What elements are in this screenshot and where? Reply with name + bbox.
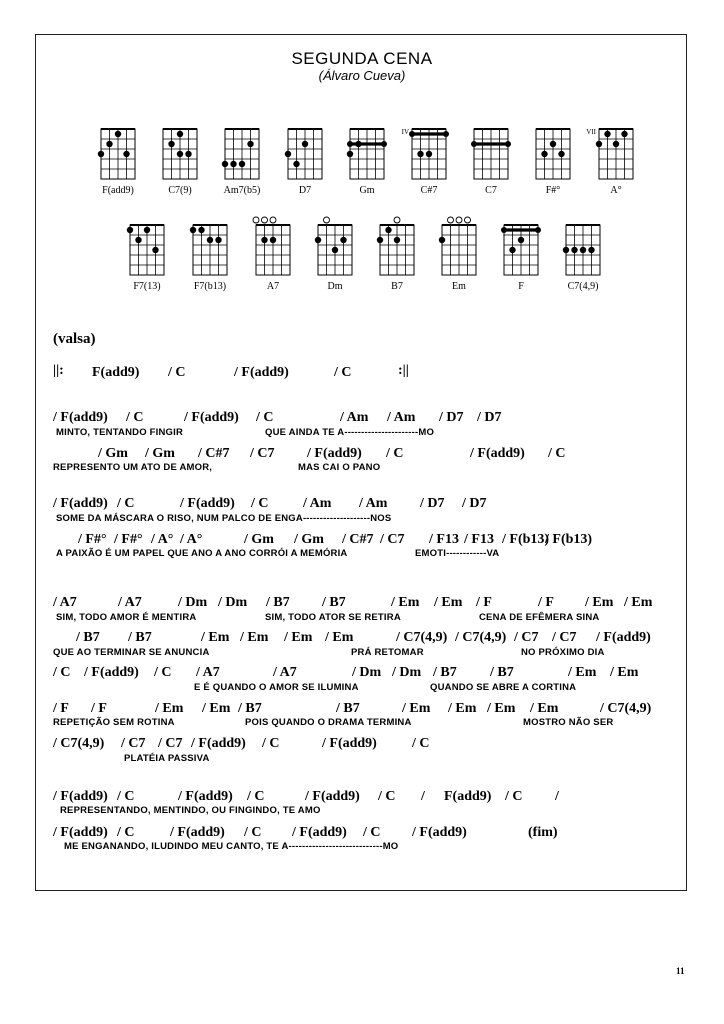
intro-chord: / C — [168, 365, 186, 380]
chord-symbol: / B7 — [266, 595, 290, 610]
finger-dot — [127, 227, 133, 233]
lyric-segment: QUE AINDA TE A----------------------MO — [265, 427, 435, 438]
finger-dot — [247, 141, 253, 147]
finger-dot — [144, 227, 150, 233]
chord-symbol: / Gm — [244, 532, 274, 547]
chord-symbol: / Em — [530, 701, 559, 716]
style-label: (valsa) — [53, 331, 96, 347]
chord-diagram-label: C7 — [485, 185, 497, 196]
finger-dot — [426, 151, 432, 157]
lyric-segment: NO PRÓXIMO DIA — [521, 647, 605, 658]
chord-symbol: / F#° — [78, 532, 107, 547]
chord-symbol: / Em — [568, 665, 597, 680]
lyric-segment: PLATÉIA PASSIVA — [124, 753, 210, 764]
fret-position-label: VII — [586, 128, 596, 136]
chord-symbol: / F(add9) — [178, 789, 233, 804]
finger-dot — [168, 141, 174, 147]
chord-symbol: / C — [412, 736, 430, 751]
finger-dot — [613, 141, 619, 147]
chord-symbol: / F#° — [114, 532, 143, 547]
chord-symbol: / F(add9) — [53, 789, 108, 804]
finger-dot — [563, 247, 569, 253]
lyric-segment: MINTO, TENTANDO FINGIR — [56, 427, 184, 438]
chord-symbol: / — [421, 789, 425, 804]
open-string-mark — [253, 217, 259, 223]
lyric-segment: POIS QUANDO O DRAMA TERMINA — [245, 717, 412, 728]
finger-dot — [270, 237, 276, 243]
chord-symbol: / C — [244, 825, 262, 840]
page-number: 11 — [676, 966, 685, 976]
chord-diagram — [98, 129, 135, 196]
chord-symbol: / Gm — [98, 446, 128, 461]
chord-symbol: / F — [91, 701, 107, 716]
chord-symbol: / F — [53, 701, 69, 716]
chord-symbol: / Am — [340, 410, 369, 425]
chord-diagram — [377, 217, 414, 292]
lyric-segment: EMOTI------------VA — [415, 548, 500, 559]
finger-dot — [355, 141, 361, 147]
chord-symbol: / Gm — [294, 532, 324, 547]
lyric-segment: QUE AO TERMINAR SE ANUNCIA — [53, 647, 210, 658]
chord-symbol: / C7(4,9) — [600, 701, 652, 716]
lyric-segment: SIM, TODO AMOR É MENTIRA — [56, 612, 197, 623]
lyric-segment: MAS CAI O PANO — [298, 462, 381, 473]
chord-diagram-label: Em — [452, 281, 466, 292]
chord-symbol: / Em — [585, 595, 614, 610]
finger-dot — [152, 247, 158, 253]
finger-dot — [621, 131, 627, 137]
finger-dot — [207, 237, 213, 243]
chord-symbol: / F(add9) — [53, 410, 108, 425]
chord-diagram — [347, 129, 387, 196]
finger-dot — [588, 247, 594, 253]
chord-symbol: / Gm — [145, 446, 175, 461]
finger-dot — [580, 247, 586, 253]
chord-symbol: / F(add9) — [53, 496, 108, 511]
chord-symbol: / Am — [359, 496, 388, 511]
lyric-segment: A PAIXÃO É UM PAPEL QUE ANO A ANO CORRÓI A MEMÓRIA — [56, 548, 348, 559]
chord-diagram — [402, 128, 449, 196]
chord-symbol: / A7 — [273, 665, 297, 680]
chord-symbol: / C — [251, 496, 269, 511]
chord-diagram — [285, 129, 322, 196]
song-title: SEGUNDA CENA — [291, 49, 433, 68]
chord-symbol: / Dm — [392, 665, 422, 680]
finger-dot — [377, 237, 383, 243]
chord-symbol: / Em — [325, 630, 354, 645]
finger-dot — [239, 161, 245, 167]
chord-symbol: / B7 — [322, 595, 346, 610]
chord-symbol: / D7 — [462, 496, 487, 511]
chord-diagram-label: Dm — [327, 281, 343, 292]
chord-symbol: / B7 — [76, 630, 100, 645]
chord-symbol: / C#7 — [342, 532, 374, 547]
open-string-mark — [270, 217, 276, 223]
chord-symbol: / F(add9) — [191, 736, 246, 751]
chord-diagram — [253, 217, 290, 292]
intro-chord: / C — [334, 365, 352, 380]
chord-symbol: / C — [256, 410, 274, 425]
finger-dot — [550, 141, 556, 147]
lyric-segment: MOSTRO NÃO SER — [523, 717, 614, 728]
intro-chord: ||: — [53, 363, 64, 378]
chord-diagram — [222, 129, 261, 196]
chord-symbol: / F(add9) — [470, 446, 525, 461]
chord-symbol: / Em — [448, 701, 477, 716]
chord-symbol: / Em — [240, 630, 269, 645]
open-string-mark — [394, 217, 400, 223]
chord-diagram-label: C#7 — [420, 185, 438, 196]
chord-symbol: / Em — [202, 701, 231, 716]
chord-diagram — [190, 225, 227, 292]
finger-dot — [604, 131, 610, 137]
chord-symbol: / F(b13) — [502, 532, 550, 547]
chord-symbol: / F13 — [429, 532, 459, 547]
chord-symbol: / C7 — [552, 630, 577, 645]
chord-symbol: / C7 — [158, 736, 183, 751]
chord-symbol: / B7 — [128, 630, 152, 645]
chord-symbol: / Dm — [178, 595, 208, 610]
fret-position-label: IV — [401, 128, 409, 136]
chord-symbol: / Dm — [352, 665, 382, 680]
chord-diagram-label: F7(13) — [133, 281, 161, 292]
chord-symbol: / A° — [180, 532, 203, 547]
chord-symbol: / F(add9) — [292, 825, 347, 840]
finger-dot — [198, 227, 204, 233]
chord-diagram — [501, 225, 541, 292]
chord-symbol: / C — [53, 665, 71, 680]
finger-dot — [417, 151, 423, 157]
finger-dot — [347, 151, 353, 157]
chord-symbol: / Em — [434, 595, 463, 610]
chord-diagram — [563, 225, 600, 292]
chord-symbol: / A7 — [196, 665, 220, 680]
chord-diagram-label: A7 — [266, 281, 280, 292]
chord-symbol: / F(add9) — [412, 825, 467, 840]
finger-dot — [106, 141, 112, 147]
chord-symbol: / C — [117, 825, 135, 840]
chord-symbol: / C7(4,9) — [455, 630, 507, 645]
finger-dot — [340, 237, 346, 243]
chord-symbol: / C7 — [514, 630, 539, 645]
chord-symbol: / C — [363, 825, 381, 840]
chord-diagram-label: A° — [610, 185, 622, 196]
finger-dot — [261, 237, 267, 243]
chord-symbol: / Em — [624, 595, 653, 610]
chord-diagram-label: D7 — [298, 185, 312, 196]
chord-symbol: / C — [505, 789, 523, 804]
chord-symbol: / Em — [487, 701, 516, 716]
intro-chord: F(add9) — [92, 365, 140, 380]
chord-symbol: / F(add9) — [596, 630, 651, 645]
chord-symbol: / C — [378, 789, 396, 804]
finger-dot — [222, 161, 228, 167]
chord-diagram — [471, 129, 511, 196]
finger-dot — [315, 237, 321, 243]
chord-symbol: / A° — [151, 532, 174, 547]
finger-dot — [285, 151, 291, 157]
chord-symbol: / C — [386, 446, 404, 461]
lyric-segment: SOME DA MÁSCARA O RISO, NUM PALCO DE ENGA--------------------NOS — [56, 513, 392, 524]
open-string-mark — [262, 217, 268, 223]
chord-diagram — [315, 217, 352, 292]
chord-symbol: / F(add9) — [322, 736, 377, 751]
finger-dot — [558, 151, 564, 157]
chord-symbol: / Em — [402, 701, 431, 716]
chord-symbol: / A7 — [53, 595, 77, 610]
chord-symbol: / C — [247, 789, 265, 804]
chord-symbol: / B7 — [433, 665, 457, 680]
lyric-segment: SIM, TODO ATOR SE RETIRA — [265, 612, 401, 623]
chord-symbol: / Em — [201, 630, 230, 645]
chord-diagrams — [0, 0, 724, 320]
chord-diagram-label: B7 — [391, 281, 403, 292]
chord-symbol: / F(add9) — [84, 665, 139, 680]
chord-diagram-label: C7(4,9) — [567, 281, 599, 292]
finger-dot — [293, 161, 299, 167]
chord-symbol: / C7(4,9) — [53, 736, 105, 751]
chord-symbol: / C — [117, 789, 135, 804]
finger-dot — [541, 151, 547, 157]
chord-symbol: / Em — [391, 595, 420, 610]
finger-dot — [215, 237, 221, 243]
chord-symbol: / D7 — [439, 410, 464, 425]
chord-symbol: / A7 — [118, 595, 142, 610]
chord-diagram — [127, 225, 164, 292]
open-string-mark — [324, 217, 330, 223]
chord-symbol: / Dm — [218, 595, 248, 610]
chord-symbol: / C — [548, 446, 566, 461]
chord-symbol: / F(b13) — [545, 532, 593, 547]
finger-dot — [596, 141, 602, 147]
chord-symbol: / D7 — [420, 496, 445, 511]
intro-chord: :|| — [398, 363, 409, 378]
finger-dot — [123, 151, 129, 157]
chord-symbol: / C7 — [380, 532, 405, 547]
lyric-segment: ME ENGANANDO, ILUDINDO MEU CANTO, TE A----------------------------MO — [64, 841, 399, 852]
chord-symbol: / F — [538, 595, 554, 610]
chord-symbol: / Em — [610, 665, 639, 680]
chord-diagram — [586, 128, 633, 196]
lyric-segment: REPETIÇÃO SEM ROTINA — [53, 717, 175, 728]
chord-diagram — [439, 217, 476, 292]
chord-symbol: / — [555, 789, 559, 804]
chord-symbol: / C — [154, 665, 172, 680]
finger-dot — [115, 131, 121, 137]
chord-symbol: / Em — [284, 630, 313, 645]
finger-dot — [177, 131, 183, 137]
chord-symbol: / Am — [303, 496, 332, 511]
chord-symbol: / C — [126, 410, 144, 425]
finger-dot — [509, 247, 515, 253]
chord-diagram-label: Am7(b5) — [223, 185, 261, 196]
chord-symbol: / C7 — [250, 446, 275, 461]
finger-dot — [185, 151, 191, 157]
finger-dot — [571, 247, 577, 253]
chord-symbol: / B7 — [238, 701, 262, 716]
lyric-segment: PRÁ RETOMAR — [351, 647, 424, 658]
finger-dot — [439, 237, 445, 243]
open-string-mark — [465, 217, 471, 223]
chord-diagram — [536, 129, 570, 196]
finger-dot — [230, 161, 236, 167]
finger-dot — [98, 151, 104, 157]
chord-diagram-label: F — [518, 281, 524, 292]
lyric-segment: E É QUANDO O AMOR SE ILUMINA — [194, 682, 359, 693]
chord-diagram-label: C7(9) — [168, 185, 192, 196]
chord-symbol: / C — [262, 736, 280, 751]
finger-dot — [190, 227, 196, 233]
finger-dot — [135, 237, 141, 243]
finger-dot — [302, 141, 308, 147]
finger-dot — [332, 247, 338, 253]
chord-diagram-label: Gm — [359, 185, 375, 196]
finger-dot — [385, 227, 391, 233]
lyric-segment: REPRESENTO UM ATO DE AMOR, — [53, 462, 213, 473]
finger-dot — [177, 151, 183, 157]
chord-symbol: / F13 — [464, 532, 494, 547]
finger-dot — [394, 237, 400, 243]
chord-symbol: / F(add9) — [305, 789, 360, 804]
chord-symbol: / Em — [155, 701, 184, 716]
chord-symbol: / F(add9) — [170, 825, 225, 840]
lyric-segment: CENA DE EFÊMERA SINA — [479, 612, 600, 623]
chord-symbol: / Am — [387, 410, 416, 425]
chord-symbol: / F — [476, 595, 492, 610]
chord-diagram — [163, 129, 197, 196]
chord-symbol: / B7 — [336, 701, 360, 716]
chord-symbol: / F(add9) — [180, 496, 235, 511]
chord-symbol: / D7 — [477, 410, 502, 425]
chord-symbol: (fim) — [528, 825, 558, 840]
chord-symbol: / C7 — [121, 736, 146, 751]
chord-diagram-label: F7(b13) — [193, 281, 227, 292]
chord-diagram-label: F#° — [545, 185, 561, 196]
chord-symbol: / F(add9) — [53, 825, 108, 840]
lyric-segment: REPRESENTANDO, MENTINDO, OU FINGINDO, TE AMO — [60, 805, 321, 816]
chord-symbol: F(add9) — [444, 789, 492, 804]
chord-symbol: / F(add9) — [184, 410, 239, 425]
chord-symbol: / F(add9) — [307, 446, 362, 461]
finger-dot — [518, 237, 524, 243]
open-string-mark — [456, 217, 462, 223]
chord-symbol: / B7 — [490, 665, 514, 680]
intro-chord: / F(add9) — [234, 365, 289, 380]
lyric-segment: QUANDO SE ABRE A CORTINA — [430, 682, 577, 693]
chord-diagram-label: F(add9) — [102, 185, 134, 196]
song-author: (Álvaro Cueva) — [318, 68, 406, 83]
chord-symbol: / C#7 — [198, 446, 230, 461]
chord-symbol: / C7(4,9) — [396, 630, 448, 645]
open-string-mark — [448, 217, 454, 223]
chord-symbol: / C — [117, 496, 135, 511]
